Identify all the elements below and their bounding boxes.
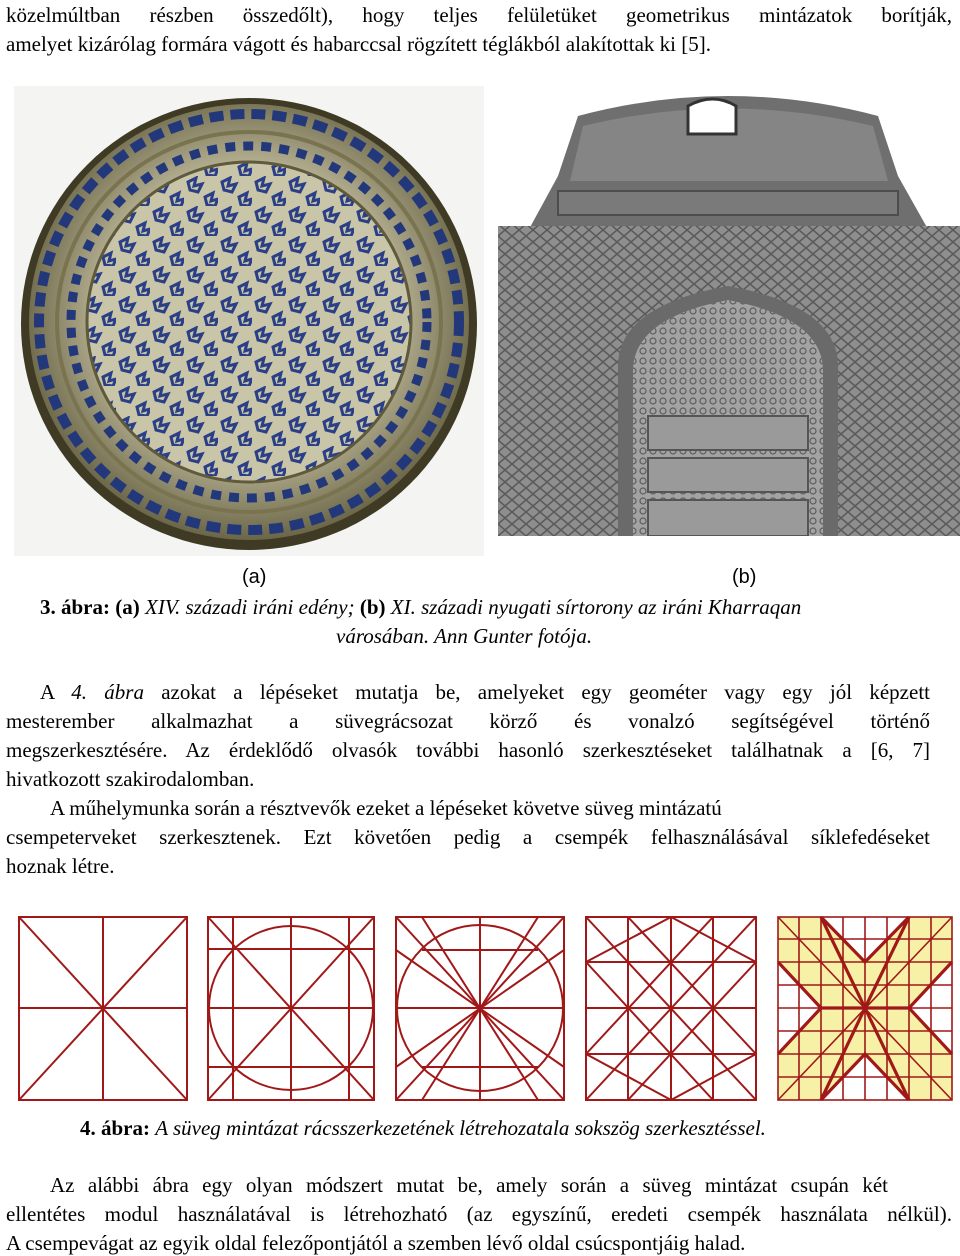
paragraph-3-line-1: Az alábbi ábra egy olyan módszert mutat be, amely során a süveg mintázat csupán két	[50, 1173, 888, 1197]
figure-3a-label: (a)	[242, 566, 267, 588]
paragraph-2-line-3: hoznak létre.	[6, 854, 115, 878]
figure-3-caption-line-1	[40, 594, 801, 620]
figure-3-caption-tag-b: (b)	[359, 595, 386, 619]
figure-4-caption-text: A süveg mintázat rácsszerkezetének létrehozatala sokszög szerkesztéssel.	[155, 1116, 766, 1140]
paragraph-2-line-1: A műhelymunka során a résztvevők ezeket a lépéseket követve süveg mintázatú	[50, 796, 722, 820]
figure-3b-label: (b)	[732, 566, 757, 588]
intro-line-2: amelyet kizárólag formára vágott és habarccsal rögzített téglákból alakítottak ki [5].	[6, 32, 711, 56]
figure-4-step-1	[18, 916, 188, 1101]
paragraph-1-line-1	[40, 679, 930, 705]
figure-4-step-3	[395, 916, 565, 1101]
figure-3-caption-line-2	[336, 623, 592, 649]
paragraph-3-line-2: ellentétes modul használatával is létrehozható (az egyszínű, eredeti csempék használata nélkül).	[6, 1202, 952, 1226]
figure-3a-bowl-photo	[14, 86, 484, 556]
figure-4-caption	[80, 1115, 766, 1141]
intro-line-1: közelmúltban részben összedőlt), hogy teljes felületüket geometrikus mintázatok borítják,	[6, 3, 952, 27]
figure-4-reference: 4. ábra	[71, 680, 144, 704]
paragraph-1-line-4: hivatkozott szakirodalomban.	[6, 767, 255, 791]
figure-3-caption-tag-a: (a)	[115, 595, 140, 619]
figure-3b-tomb-tower-photo	[498, 86, 960, 536]
paragraph-1-line-2: mesterember alkalmazhat a süvegrácsozat körző és vonalzó segítségével történő	[6, 709, 930, 733]
figure-3-caption-text-2: városában. Ann Gunter fotója.	[336, 624, 593, 648]
paragraph-3-line-3: A csempevágat az egyik oldal felezőpontjától a szemben lévő oldal csúcspontjáig halad.	[6, 1231, 746, 1255]
figure-3-caption-number: 3. ábra:	[40, 595, 110, 619]
figure-4-step-4	[585, 916, 757, 1101]
paragraph-1-start: A	[40, 680, 72, 704]
figure-4-step-5-hat-pattern	[777, 916, 953, 1101]
figure-4-caption-number: 4. ábra:	[80, 1116, 150, 1140]
figure-3-caption-text-b: XI. századi nyugati sírtorony az iráni Kharraqan	[390, 595, 802, 619]
figure-4-step-2	[207, 916, 375, 1101]
figure-3-caption-text-a: XIV. századi iráni edény;	[145, 595, 355, 619]
paragraph-1-line-3: megszerkesztésére. Az érdeklődő olvasók további hasonló szerkesztéseket találhatnak a [6, 7]	[6, 738, 930, 762]
paragraph-1-line-1-rest: azokat a lépéseket mutatja be, amelyeket egy geométer vagy egy jól képzett	[143, 680, 930, 704]
paragraph-2-line-2: csempeterveket szerkesztenek. Ezt követően pedig a csempék felhasználásával síklefedéseket	[6, 825, 930, 849]
